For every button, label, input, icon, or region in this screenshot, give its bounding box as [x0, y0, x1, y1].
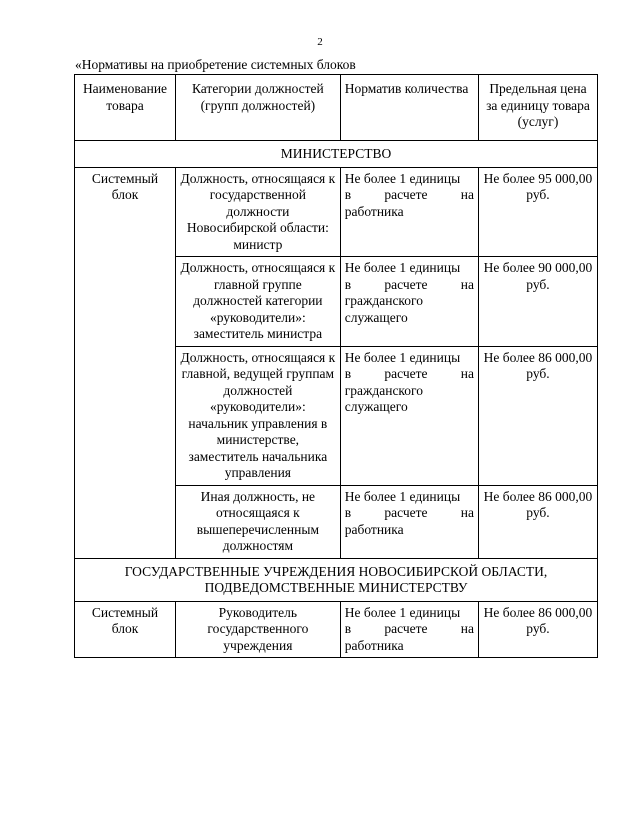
norm-line: в расчете на	[344, 187, 474, 202]
section-title-institutions: ГОСУДАРСТВЕННЫЕ УЧРЕЖДЕНИЯ НОВОСИБИРСКОЙ ОБЛАСТИ, ПОДВЕДОМСТВЕННЫЕ МИНИСТЕРСТВУ	[75, 558, 598, 601]
document-heading: «Нормативы на приобретение системных блоков	[75, 57, 356, 72]
standards-table	[74, 74, 598, 658]
column-header-product: Наименование товара	[75, 75, 176, 141]
norm-line: в расчете на	[344, 505, 474, 520]
table-row	[75, 167, 598, 257]
norm-line: работника	[344, 521, 404, 537]
norm-line: Не более 1 единицы	[344, 604, 461, 620]
norm-line: Не более 1 единицы	[344, 170, 461, 186]
product-cell: Системный блок	[75, 167, 176, 558]
norm-cell	[340, 601, 478, 658]
product-cell: Системный блок	[75, 601, 176, 658]
norm-line: Не более 1 единицы	[344, 349, 461, 365]
table-header-row	[75, 75, 598, 141]
norm-line: Не более 1 единицы	[344, 260, 461, 275]
norm-line: гражданского служащего	[344, 382, 424, 414]
norm-line: в расчете на	[344, 621, 474, 636]
norm-line: Не более 1 единицы	[344, 488, 461, 504]
price-cell: Не более 86 000,00 руб.	[478, 346, 597, 485]
category-cell: Должность, относящаяся к государственной должности Новосибирской области: министр	[175, 167, 340, 257]
column-header-norm: Норматив количества	[340, 75, 478, 141]
price-cell: Не более 86 000,00 руб.	[478, 485, 597, 558]
norm-line: гражданского служащего	[344, 293, 424, 325]
section-row	[75, 141, 598, 168]
column-header-category: Категории должностей (групп должностей)	[175, 75, 340, 141]
norm-cell	[340, 257, 478, 347]
norm-line: работника	[344, 203, 404, 219]
column-header-price: Предельная цена за единицу товара (услуг)	[478, 75, 597, 141]
price-cell: Не более 86 000,00 руб.	[478, 601, 597, 658]
price-cell: Не более 90 000,00 руб.	[478, 257, 597, 347]
category-cell: Иная должность, не относящаяся к вышеперечисленным должностям	[175, 485, 340, 558]
norm-line: работника	[344, 637, 404, 653]
norm-cell	[340, 346, 478, 485]
norm-line: в расчете на	[344, 276, 474, 292]
price-cell: Не более 95 000,00 руб.	[478, 167, 597, 257]
category-cell: Руководитель государственного учреждения	[175, 601, 340, 658]
section-row	[75, 558, 598, 601]
category-cell: Должность, относящаяся к главной группе должностей категории «руководители»: заместитель министра	[175, 257, 340, 347]
page-number: 2	[317, 36, 323, 48]
norm-cell	[340, 485, 478, 558]
norm-line: в расчете на	[344, 366, 474, 381]
table-row	[75, 601, 598, 658]
section-title-ministry: МИНИСТЕРСТВО	[75, 141, 598, 168]
norm-cell	[340, 167, 478, 257]
category-cell: Должность, относящаяся к главной, ведущей группам должностей «руководители»: начальник управления в министерстве, заместитель начальника управления	[175, 346, 340, 485]
